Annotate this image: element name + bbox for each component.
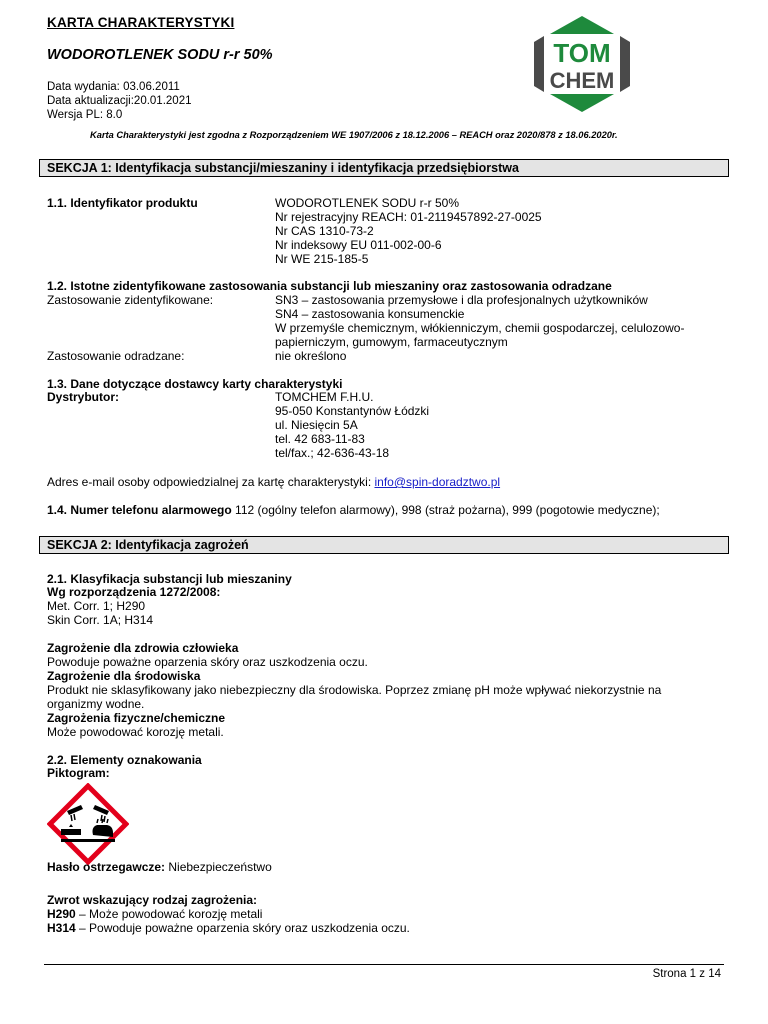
email-link[interactable]: info@spin-doradztwo.pl: [374, 475, 501, 489]
classification-regulation: Wg rozporządzenia 1272/2008:: [47, 585, 221, 599]
distributor-line: ul. Niesięcin 5A: [275, 418, 358, 432]
h290-code: H290: [47, 907, 76, 921]
classification-values: [47, 599, 153, 627]
emergency-phone-row: [47, 503, 660, 517]
signal-word-value: Niebezpieczeństwo: [165, 860, 272, 874]
identified-use-line: W przemyśle chemicznym, włókienniczym, chemii gospodarczej, celulozowo-: [275, 321, 685, 335]
label-elements-heading: 2.2. Elementy oznakowania: [47, 753, 202, 767]
identified-use-line: papierniczym, gumowym, farmaceutycznym: [275, 335, 508, 349]
logo-text-top: TOM: [553, 38, 611, 68]
section-2-heading: SEKCJA 2: Identyfikacja zagrożeń: [39, 536, 729, 554]
physical-hazard-text: Może powodować korozję metali.: [47, 725, 224, 739]
identified-use-line: SN3 – zastosowania przemysłowe i dla profesjonalnych użytkowników: [275, 293, 648, 307]
product-name: WODOROTLENEK SODU r-r 50%: [47, 47, 273, 63]
issue-date: Data wydania: 03.06.2011: [47, 81, 180, 93]
distributor-line: 95-050 Konstantynów Łódzki: [275, 404, 430, 418]
pictogram-label: Piktogram:: [47, 766, 110, 780]
product-identifier-values: [275, 196, 542, 266]
emergency-phone-value: 112 (ogólny telefon alarmowy), 998 (straż pożarna), 999 (pogotowie medyczne);: [231, 503, 660, 517]
h314-text: – Powoduje poważne oparzenia skóry oraz uszkodzenia oczu.: [75, 921, 410, 935]
emergency-phone-label: 1.4. Numer telefonu alarmowego: [47, 503, 232, 517]
distributor-line: tel. 42 683-11-83: [275, 432, 365, 446]
signal-word-label: Hasło ostrzegawcze:: [47, 860, 166, 874]
update-date: Data aktualizacji:20.01.2021: [47, 95, 192, 107]
environment-hazard-line: organizmy wodne.: [47, 697, 145, 711]
hazard-statements-heading: Zwrot wskazujący rodzaj zagrożenia:: [47, 893, 258, 907]
document-meta: [47, 80, 192, 122]
environment-hazard-heading: Zagrożenie dla środowiska: [47, 669, 201, 683]
hazard-statement-h290: [47, 907, 262, 921]
email-label: Adres e-mail osoby odpowiedzialnej za kartę charakterystyki:: [47, 475, 375, 489]
corrosion-pictogram-icon: [47, 783, 129, 865]
product-identifier-line: Nr rejestracyjny REACH: 01-2119457892-27-0025: [275, 210, 542, 224]
footer-divider: [44, 964, 724, 965]
identified-uses-values: [275, 293, 684, 349]
logo-text-bottom: CHEM: [549, 68, 615, 93]
email-row: [47, 475, 500, 489]
distributor-values: [275, 390, 429, 460]
classification-line: Met. Corr. 1; H290: [47, 599, 146, 613]
regulation-note: Karta Charakterystyki jest zgodna z Rozporządzeniem WE 1907/2006 z 18.12.2006 – REACH oraz 2020/878 z 18.06.2020r.: [90, 130, 618, 140]
h314-code: H314: [47, 921, 76, 935]
tomchem-logo: [520, 14, 644, 114]
classification-heading: 2.1. Klasyfikacja substancji lub mieszaniny: [47, 572, 292, 586]
version: Wersja PL: 8.0: [47, 109, 123, 121]
advised-against-value: nie określono: [275, 349, 347, 363]
hazard-statement-h314: [47, 921, 410, 935]
classification-line: Skin Corr. 1A; H314: [47, 613, 154, 627]
product-identifier-label: 1.1. Identyfikator produktu: [47, 196, 198, 210]
physical-hazard-heading: Zagrożenia fizyczne/chemiczne: [47, 711, 226, 725]
identified-uses-label: Zastosowanie zidentyfikowane:: [47, 293, 214, 307]
section-1-heading: SEKCJA 1: Identyfikacja substancji/mieszaniny i identyfikacja przedsiębiorstwa: [39, 159, 729, 177]
health-hazard-heading: Zagrożenie dla zdrowia człowieka: [47, 641, 239, 655]
distributor-label: Dystrybutor:: [47, 390, 120, 404]
health-hazard-text: Powoduje poważne oparzenia skóry oraz uszkodzenia oczu.: [47, 655, 368, 669]
product-identifier-line: WODOROTLENEK SODU r-r 50%: [275, 196, 460, 210]
distributor-line: TOMCHEM F.H.U.: [275, 390, 374, 404]
supplier-heading: 1.3. Dane dotyczące dostawcy karty charakterystyki: [47, 377, 343, 391]
product-identifier-line: Nr WE 215-185-5: [275, 252, 369, 266]
product-identifier-line: Nr indeksowy EU 011-002-00-6: [275, 238, 442, 252]
product-identifier-line: Nr CAS 1310-73-2: [275, 224, 374, 238]
uses-heading: 1.2. Istotne zidentyfikowane zastosowania substancji lub mieszaniny oraz zastosowania odradzane: [47, 279, 612, 293]
h290-text: – Może powodować korozję metali: [75, 907, 263, 921]
environment-hazard-line: Produkt nie sklasyfikowany jako niebezpieczny dla środowiska. Poprzez zmianę pH może wpływać niekorzystnie na: [47, 683, 662, 697]
identified-use-line: SN4 – zastosowania konsumenckie: [275, 307, 465, 321]
signal-word-row: [47, 860, 272, 874]
distributor-line: tel/fax.; 42-636-43-18: [275, 446, 390, 460]
environment-hazard-text: [47, 683, 661, 711]
advised-against-label: Zastosowanie odradzane:: [47, 349, 185, 363]
document-title: KARTA CHARAKTERYSTYKI: [47, 15, 235, 30]
page-number: Strona 1 z 14: [652, 968, 721, 980]
